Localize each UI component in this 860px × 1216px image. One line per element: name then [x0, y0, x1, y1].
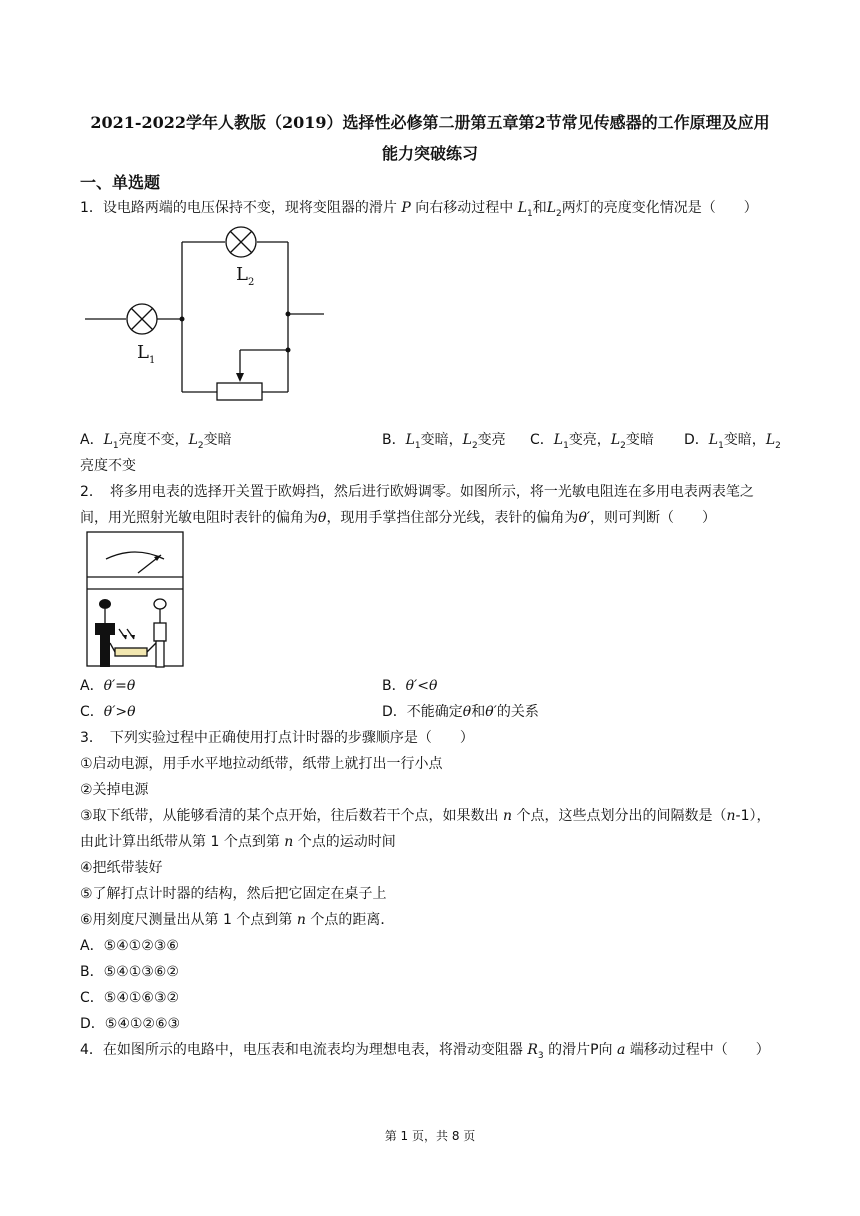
q3-option-a: A．⑤④①②③⑥ [80, 938, 179, 954]
q1-option-c: C．$L_1$变亮，$L_2$变暗 [530, 432, 654, 451]
circuit-diagram-q1 [80, 222, 330, 404]
question-2-line1: 2． 将多用电表的选择开关置于欧姆挡，然后进行欧姆调零。如图所示，将一光敏电阻连在多用电表两表笔之 [80, 484, 754, 500]
photoresistor-icon [115, 648, 147, 656]
q3-step-1: ①启动电源，用手水平地拉动纸带，纸带上就打出一行小点 [80, 756, 443, 772]
q1-option-b: B．$L_1$变暗，$L_2$变亮 [382, 432, 506, 451]
page-title-line2: 能力突破练习 [381, 144, 478, 163]
black-probe-icon [99, 599, 111, 609]
q3-step-6: ⑥用刻度尺测量出从第 1 个点到第 n 个点的距离． [80, 912, 395, 928]
q3-step-3: ③取下纸带，从能够看清的某个点开始，往后数若干个点，如果数出 n 个点，这些点划分出的间隔数是（n-1）， [80, 808, 771, 824]
q2-option-d: D．不能确定θ和θ′的关系 [382, 704, 539, 720]
label-l2: L [236, 264, 248, 285]
q3-option-d: D．⑤④①②⑥③ [80, 1016, 181, 1032]
q2-option-b: B．θ′<θ [382, 678, 438, 694]
page-footer: 第 1 页，共 8 页 [384, 1129, 476, 1143]
svg-text:1: 1 [149, 355, 156, 366]
q2-option-c: C．θ′>θ [80, 704, 136, 720]
question-4-stem: 4．在如图所示的电路中，电压表和电流表均为理想电表，将滑动变阻器 $R_3$ 的滑片P向 a 端移动过程中（ ） [80, 1042, 770, 1061]
q1-option-a: A．$L_1$亮度不变，$L_2$变暗 [80, 432, 232, 451]
red-probe-icon [154, 599, 166, 609]
question-1-stem: 1．设电路两端的电压保持不变，现将变阻器的滑片 P 向右移动过程中 $L_1$和$L_2$两灯的亮度变化情况是（ ） [80, 200, 758, 219]
q2-option-a: A．θ′=θ [80, 678, 136, 694]
section-heading: 一、单选题 [80, 173, 161, 192]
rheostat-icon [217, 383, 262, 400]
multimeter-diagram-q2 [86, 531, 186, 671]
q3-step-3-continued: 由此计算出纸带从第 1 个点到第 n 个点的运动时间 [80, 834, 396, 850]
q1-option-d: D．$L_1$变暗，$L_2$ [684, 432, 781, 451]
question-2-line2: 间，用光照射光敏电阻时表针的偏角为θ，现用手掌挡住部分光线，表针的偏角为θ′，则可判断（ ） [80, 510, 717, 526]
page-title-line1: 2021-2022学年人教版（2019）选择性必修第二册第五章第2节常见传感器的工作原理及应用 [90, 113, 770, 132]
q3-step-4: ④把纸带装好 [80, 860, 163, 876]
label-l1: L [137, 342, 149, 363]
q3-step-5: ⑤了解打点计时器的结构，然后把它固定在桌子上 [80, 886, 387, 902]
q3-option-c: C．⑤④①⑥③② [80, 990, 180, 1006]
q3-option-b: B．⑤④①③⑥② [80, 964, 179, 980]
q1-option-d-continued: 亮度不变 [80, 458, 136, 474]
question-3-stem: 3． 下列实验过程中正确使用打点计时器的步骤顺序是（ ） [80, 730, 474, 746]
q3-step-2: ②关掉电源 [80, 782, 149, 798]
svg-text:2: 2 [248, 277, 255, 288]
